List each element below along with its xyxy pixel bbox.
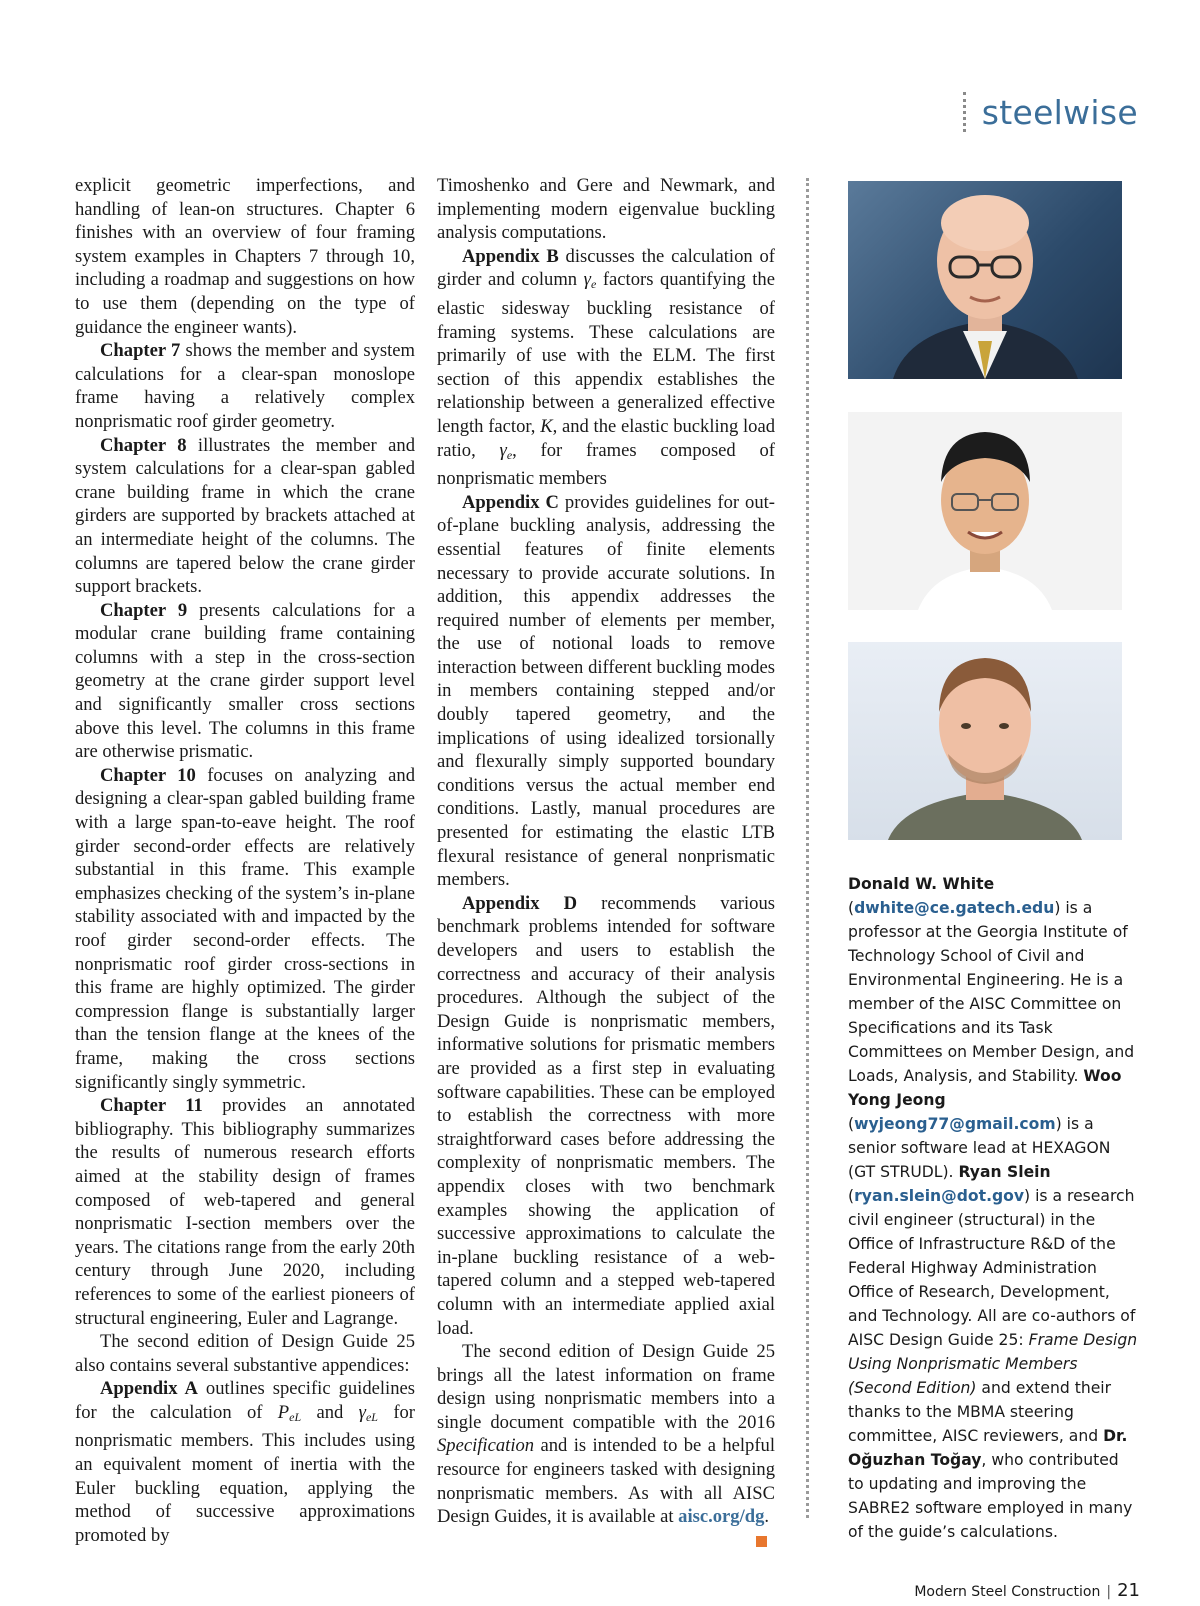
article-column-1 [75, 174, 415, 1547]
publication-name: Modern Steel Construction [914, 1584, 1101, 1600]
author-email[interactable]: ryan.slein@dot.gov [854, 1187, 1025, 1205]
chapter-heading: Chapter 9 [100, 599, 188, 621]
author-photo-slein [848, 642, 1122, 840]
section-header [963, 92, 1138, 132]
appendix-heading: Appendix A [100, 1378, 198, 1400]
end-of-article-icon [756, 1536, 767, 1547]
page-number: 21 [1117, 1580, 1140, 1601]
article-column-2 [437, 174, 775, 1547]
paragraph-chapter-10: Chapter 10 focuses on analyzing and designing a clear-span gabled building frame with a large span-to-eave height. The roof girder second-order effects are relatively substantial in this frame. This example emphasizes checking of the system’s in-plane stability associated with and impacted by the roof girder second-order effects. The nonprismatic roof girder cross-sections in this frame are highly optimized. The girder compression flange is substantially larger than the tension flange at the knees of the frame, making the cross sections significantly singly symmetric. [75, 764, 415, 1093]
author-email[interactable]: dwhite@ce.gatech.edu [854, 899, 1055, 917]
paragraph-appendix-b: Appendix B discusses the calculation of girder and column $\gamma_e$ factors quantifying the elastic sidesway buckling resistance of framing systems. These calculations are primarily of use with the ELM. The first section of this appendix establishes the relationship between a generalized effective length factor, K, and the elastic buckling load ratio, $\gamma_e$, for frames composed of nonprismatic members [437, 245, 775, 490]
footer-separator: | [1106, 1584, 1112, 1600]
paragraph-chapter-9: Chapter 9 presents calculations for a modular crane building frame containing columns with a step in the cross-section geometry at the crane girder support level and significantly smaller cross sections above this level. The columns in this frame are otherwise prismatic. [75, 599, 415, 763]
portrait-illustration [848, 412, 1122, 610]
paragraph-chapter-7: Chapter 7 shows the member and system calculations for a clear-span monoslope frame having a relatively complex nonprismatic roof girder geometry. [75, 340, 415, 432]
paragraph-appendix-d: Appendix D recommends various benchmark problems intended for software developers and users to establish the correctness and accuracy of their analysis procedures. Although the subject of the Design Guide is nonprismatic members, informative solutions for prismatic members are provided as a first step in evaluating software capabilities. These can be employed to establish the correctness with more straightforward cases before addressing the complexity of nonprismatic members. The appendix closes with two benchmark examples showing the application of successive approximations to calculate the in-plane buckling resistance of a web-tapered column and a stepped web-tapered column with an intermediate applied axial load. [437, 892, 775, 1339]
column-divider [806, 178, 809, 1518]
paragraph-chapter-8: Chapter 8 illustrates the member and system calculations for a clear-span gabled crane building frame in which the crane girders are supported by brackets attached at an intermediate height of the columns. The columns are tapered below the crane girder support brackets. [75, 434, 415, 598]
chapter-heading: Chapter 10 [100, 764, 196, 786]
author-name: Woo Yong Jeong [848, 1067, 1122, 1109]
author-email[interactable]: wyjeong77@gmail.com [854, 1115, 1056, 1133]
portrait-illustration [848, 642, 1122, 840]
appendix-heading: Appendix C [462, 491, 559, 513]
author-name: Ryan Slein [958, 1163, 1051, 1181]
aisc-dg-link[interactable]: aisc.org/dg [678, 1506, 765, 1528]
paragraph: Timoshenko and Gere and Newmark, and implementing modern eigenvalue buckling analysis computations. [437, 175, 775, 244]
appendix-heading: Appendix D [462, 892, 578, 914]
appendix-heading: Appendix B [462, 245, 559, 267]
author-photo-jeong [848, 412, 1122, 610]
chapter-heading: Chapter 7 [100, 340, 181, 362]
page-footer [914, 1580, 1140, 1601]
section-title: steelwise [981, 92, 1138, 132]
book-title: Frame Design Using Nonprismatic Members (Second Edition) [848, 1331, 1138, 1397]
paragraph-appendix-a: Appendix A outlines specific guidelines for the calculation of $P_{eL}$ and $\gamma_{eL}$ for nonprismatic members. This includes using an equivalent moment of inertia with the Euler buckling equation, applying the method of successive approximations promoted by [75, 1378, 415, 1546]
portrait-illustration [848, 181, 1122, 379]
chapter-heading: Chapter 11 [100, 1095, 203, 1117]
paragraph-chapter-11: Chapter 11 provides an annotated bibliography. This bibliography summarizes the results of numerous research efforts aimed at the stability design of frames composed of web-tapered and general nonprismatic I-section members over the years. The citations range from the early 20th century through June 2020, including references to some of the earliest pioneers of structural engineering, Euler and Lagrange. [75, 1095, 416, 1329]
contributor-name: Dr. Oğuzhan Toğay [848, 1427, 1128, 1469]
paragraph-closing: The second edition of Design Guide 25 brings all the latest information on frame design using nonprismatic members into a single document compatible with the 2016 Specification and is intended to be a helpful resource for engineers tasked with designing nonprismatic members. As with all AISC Design Guides, it is available at aisc.org/dg. [437, 1340, 775, 1529]
chapter-heading: Chapter 8 [100, 434, 187, 456]
dotted-divider [963, 92, 966, 132]
author-name: Donald W. White [848, 875, 995, 893]
author-bio: Donald W. White (dwhite@ce.gatech.edu) is a professor at the Georgia Institute of Technology School of Civil and Environmental Engineering. He is a member of the AISC Committee on Specifications and its Task Committees on Member Design, and Loads, Analysis, and Stability. Woo Yong Jeong (wyjeong77@gmail.com) is a senior software lead at HEXAGON (GT STRUDL). Ryan Slein (ryan.slein@dot.gov) is a research civil engineer (structural) in the Office of Infrastructure R&D of the Federal Highway Administration Office of Research, Development, and Technology. All are co-authors of AISC Design Guide 25: Frame Design Using Nonprismatic Members (Second Edition) and extend their thanks to the MBMA steering committee, AISC reviewers, and Dr. Oğuzhan Toğay, who contributed to updating and improving the SABRE2 software employed in many of the guide’s calculations. [848, 875, 1138, 1541]
paragraph: The second edition of Design Guide 25 also contains several substantive appendices: [75, 1331, 415, 1376]
author-photo-white [848, 181, 1122, 379]
paragraph-appendix-c: Appendix C provides guidelines for out-of-plane buckling analysis, addressing the essential features of finite elements necessary to provide accurate solutions. In addition, this appendix addresses the required number of elements per member, the use of notional loads to remove interaction between different buckling modes in members containing stepped and/or doubly tapered geometry, and the implications of using idealized torsionally and flexurally simply supported boundary conditions versus the actual member end conditions. Lastly, manual procedures are presented for estimating the elastic LTB flexural resistance of general nonprismatic members. [437, 491, 775, 891]
paragraph: explicit geometric imperfections, and handling of lean-on structures. Chapter 6 finishes with an overview of four framing system examples in Chapters 7 through 10, including a roadmap and suggestions on how to use them (depending on the type of guidance the engineer wants). [75, 175, 415, 338]
